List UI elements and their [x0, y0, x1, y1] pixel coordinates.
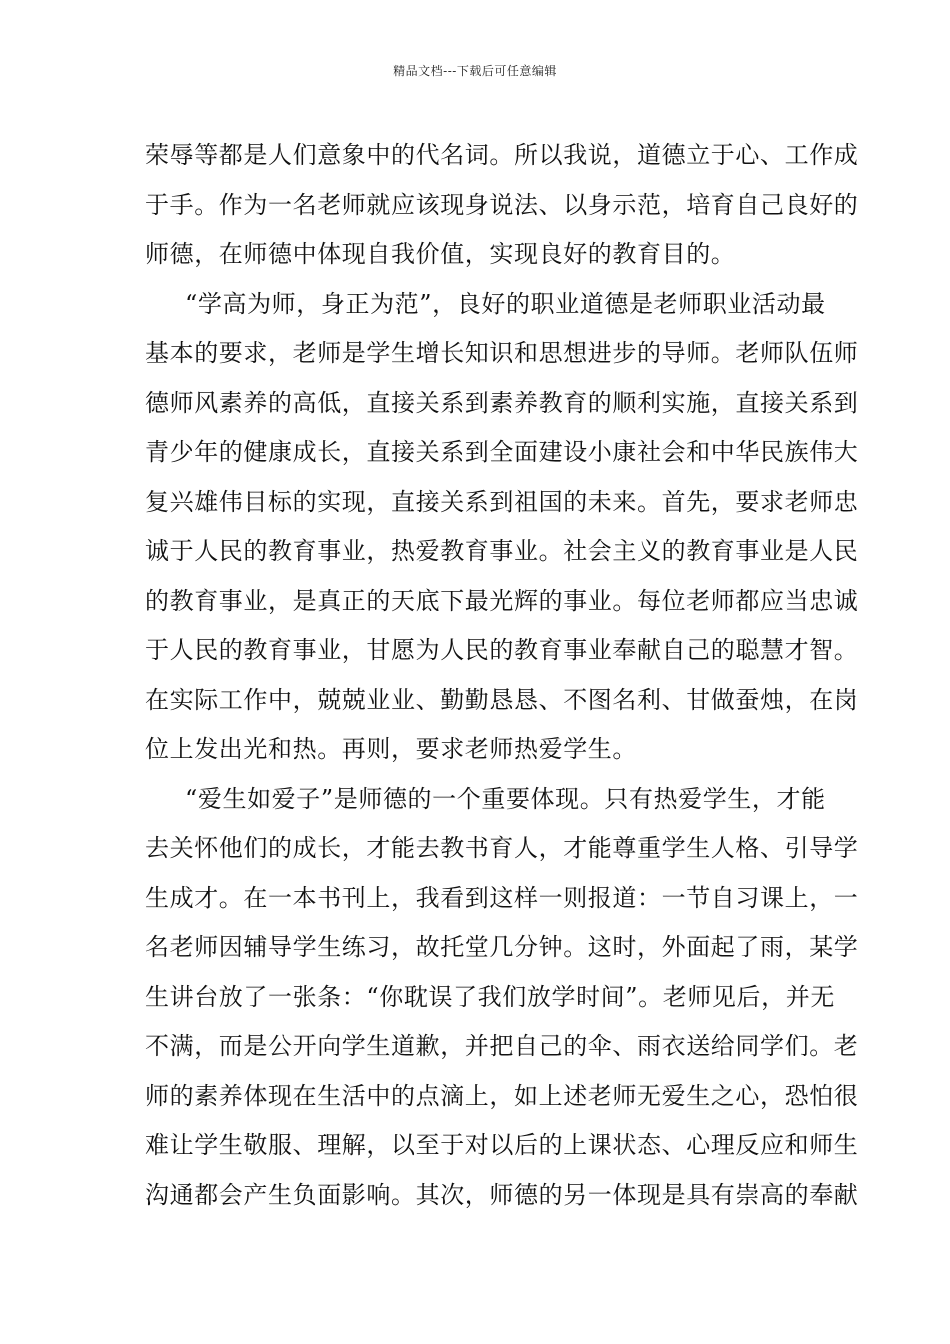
- text-line: 师德，在师德中体现自我价值，实现良好的教育目的。: [145, 240, 736, 268]
- text-line: 师的素养体现在生活中的点滴上，如上述老师无爱生之心，恐怕很: [145, 1081, 859, 1110]
- text-line: 名老师因辅导学生练习，故托堂几分钟。这时，外面起了雨，某学: [145, 933, 859, 961]
- text-line: 位上发出光和热。再则，要求老师热爱学生。: [145, 735, 637, 763]
- text-line: 德师风素养的高低，直接关系到素养教育的顺利实施，直接关系到: [145, 388, 859, 417]
- text-line: 沟通都会产生负面影响。其次，师德的另一体现是具有崇高的奉献: [145, 1180, 859, 1209]
- text-line: 于人民的教育事业，甘愿为人民的教育事业奉献自己的聪慧才智。: [145, 636, 859, 664]
- text-line: 于手。作为一名老师就应该现身说法、以身示范，培育自己良好的: [145, 190, 859, 219]
- text-line: 复兴雄伟目标的实现，直接关系到祖国的未来。首先，要求老师忠: [145, 487, 859, 516]
- text-line: 在实际工作中，兢兢业业、勤勤恳恳、不图名利、甘做蚕烛，在岗: [145, 685, 859, 714]
- text-line: 不满，而是公开向学生道歉，并把自己的伞、雨衣送给同学们。老: [145, 1032, 859, 1060]
- page-header: 精品文档---下载后可任意编辑: [393, 64, 557, 78]
- text-line: “爱生如爱子”是师德的一个重要体现。只有热爱学生，才能: [185, 784, 826, 813]
- text-line: 诚于人民的教育事业，热爱教育事业。社会主义的教育事业是人民: [145, 537, 859, 565]
- text-line: 荣辱等都是人们意象中的代名词。所以我说，道德立于心、工作成: [145, 141, 859, 169]
- text-line: “学高为师，身正为范”，良好的职业道德是老师职业活动最: [185, 289, 826, 318]
- text-line: 难让学生敬服、理解，以至于对以后的上课状态、心理反应和师生: [145, 1131, 859, 1159]
- text-line: 青少年的健康成长，直接关系到全面建设小康社会和中华民族伟大: [145, 438, 859, 466]
- text-line: 基本的要求，老师是学生增长知识和思想进步的导师。老师队伍师: [145, 339, 859, 367]
- text-line: 生成才。在一本书刊上，我看到这样一则报道：一节自习课上，一: [145, 883, 859, 912]
- document-body: [145, 131, 859, 1220]
- text-line: 生讲台放了一张条：“你耽误了我们放学时间”。老师见后，并无: [145, 982, 835, 1011]
- text-line: 去关怀他们的成长，才能去教书育人，才能尊重学生人格、引导学: [145, 834, 859, 862]
- text-line: 的教育事业，是真正的天底下最光辉的事业。每位老师都应当忠诚: [145, 586, 859, 615]
